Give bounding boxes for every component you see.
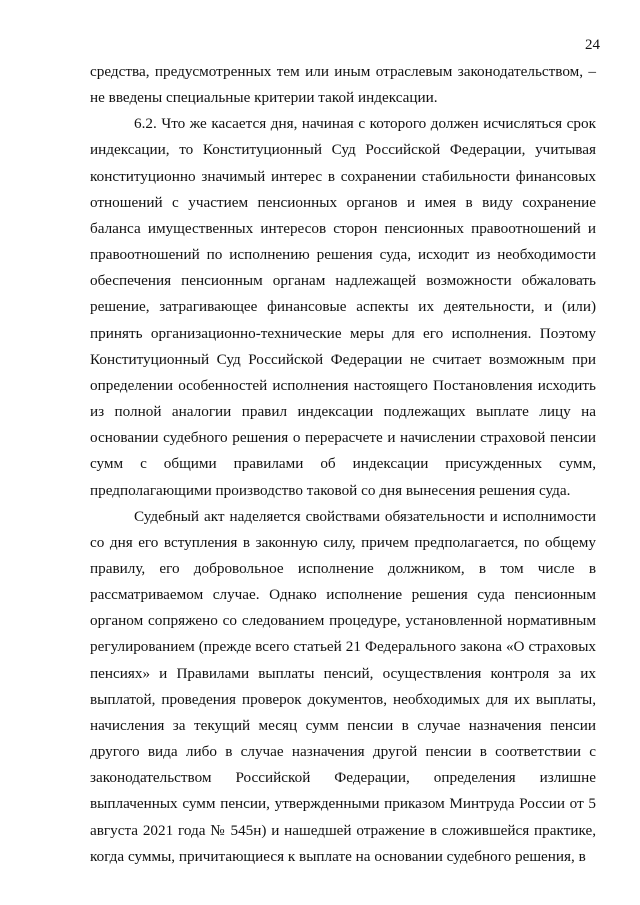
page-number: 24 [585,37,600,53]
paragraph-continuation: средства, предусмотренных тем или иным отраслевым законодательством, – не введены специальные критерии такой индексации. [90,63,596,107]
paragraph-judicial-act: Судебный акт наделяется свойствами обязательности и исполнимости со дня его вступления в законную силу, причем предполагается, по общему правилу, его добровольное исполнение должником, в том числе в рассматриваемом случае. Однако исполнение решения суда пенсионным органом сопряжено со следованием процедуре, установленной нормативным регулированием (прежде всего статьей 21 Федерального закона «О страховых пенсиях» и Правилами выплаты пенсий, осуществления контроля за их выплатой, проведения проверок документов, необходимых для их выплаты, начисления за текущий месяц сумм пенсии в случае назначения пенсии другого вида либо в случае назначения другой пенсии в соответствии с законодательством Российской Федерации, определения излишне выплаченных сумм пенсии, утвержденными приказом Минтруда России от 5 августа 2021 года № 545н) и нашедшей отражение в сложившейся практике, когда суммы, причитающиеся к выплате на основании судебного решения, в [90,507,596,865]
paragraph-section-6-2: 6.2. Что же касается дня, начиная с которого должен исчисляться срок индексации, то Конституционный Суд Российской Федерации, учитывая конституционно значимый интерес в сохранении стабильности финансовых отношений с участием пенсионных органов и имея в виду сохранение баланса имущественных интересов сторон пенсионных правоотношений и правоотношений по исполнению решения суда, исходит из необходимости обеспечения пенсионным органам надлежащей возможности обжаловать решение, затрагивающее финансовые аспекты их деятельности, и (или) принять организационно-технические меры для его исполнения. Поэтому Конституционный Суд Российской Федерации не считает возможным при определении особенностей исполнения настоящего Постановления исходить из полной аналогии правил индексации подлежащих выплате лицу на основании судебного решения о перерасчете и начислении страховой пенсии сумм с общими правилами об индексации присужденных сумм, предполагающими производство таковой со дня вынесения решения суда. [90,115,596,499]
document-body [90,59,596,870]
